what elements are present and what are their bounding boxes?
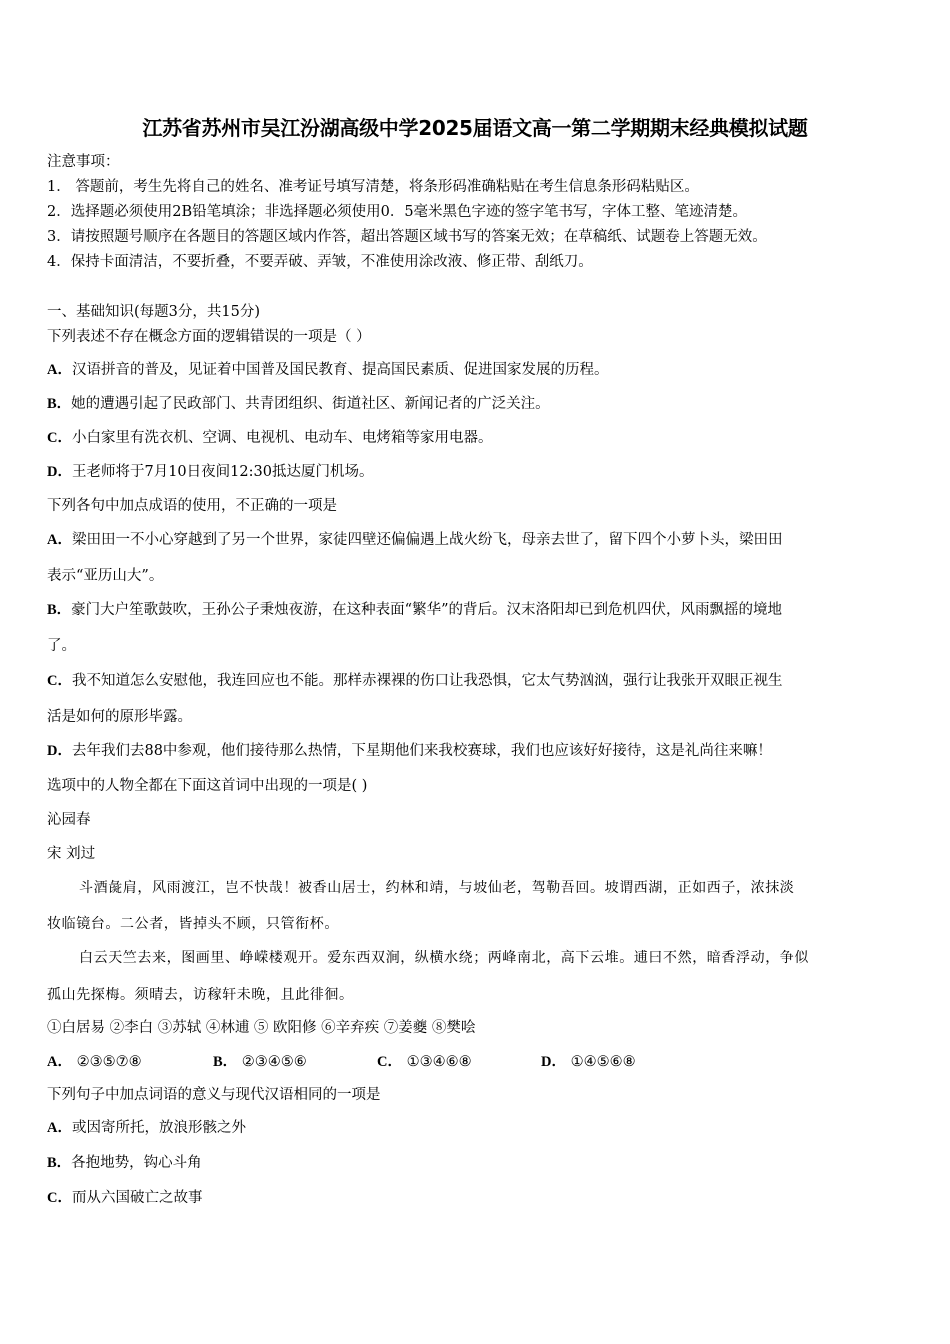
option-text: ①④⑤⑥⑧ [570, 1054, 636, 1070]
option-text: 我不知道怎么安慰他，我连回应也不能。那样赤裸裸的伤口让我恐惧，它太气势汹汹，强行让我张开双眼正视生 [71, 673, 783, 689]
option-a [47, 360, 912, 380]
choice-a [47, 1050, 142, 1071]
option-letter: B． [213, 1054, 238, 1070]
option-letter: A． [47, 1054, 72, 1070]
poem-line: 斗酒彘肩，风雨渡江，岂不快哉！被香山居士，约林和靖，与坡仙老，驾勒吾回。坡谓西湖，正如西子，浓抹淡 [79, 880, 795, 896]
option-text: 小白家里有洗衣机、空调、电视机、电动车、电烤箱等家用电器。 [71, 430, 493, 446]
option-letter: D． [541, 1054, 566, 1070]
option-letter: C． [47, 430, 72, 446]
option-text: ②③⑤⑦⑧ [76, 1054, 142, 1070]
option-c [47, 671, 912, 691]
option-text-continued: 活是如何的原形毕露。 [47, 709, 192, 725]
option-c [47, 428, 912, 448]
option-b [47, 600, 912, 620]
choice-b [213, 1050, 307, 1071]
option-text: 她的遭遇引起了民政部门、共青团组织、街道社区、新闻记者的广泛关注。 [71, 396, 550, 412]
people-list: ①白居易 ②李白 ③苏轼 ④林逋 ⑤ 欧阳修 ⑥辛弃疾 ⑦姜夔 ⑧樊哙 [47, 1020, 476, 1036]
option-letter: D． [47, 464, 72, 480]
option-letter: B． [47, 602, 72, 618]
option-letter: B． [47, 1155, 72, 1171]
answer-choices [47, 1050, 912, 1072]
section-heading: 一、基础知识(每题3分，共15分) [47, 304, 260, 320]
option-letter: C． [47, 1190, 72, 1206]
option-text: ②③④⑤⑥ [241, 1054, 307, 1070]
option-d [47, 741, 912, 761]
option-letter: A． [47, 362, 72, 378]
question-stem: 选项中的人物全都在下面这首词中出现的一项是( ) [47, 778, 368, 794]
poem-line: 孤山先探梅。须晴去，访稼轩未晚，且此徘徊。 [47, 987, 354, 1003]
option-text: 汉语拼音的普及，见证着中国普及国民教育、提高国民素质、促进国家发展的历程。 [71, 362, 609, 378]
option-text: 豪门大户笙歌鼓吹，王孙公子秉烛夜游，在这种表面“繁华”的背后。汉末洛阳却已到危机四伏，风雨飘摇的境地 [71, 602, 782, 618]
choice-d [541, 1050, 636, 1071]
option-text: 梁田田一不小心穿越到了另一个世界，家徒四壁还偏偏遇上战火纷飞，母亲去世了，留下四个小萝卜头，梁田田 [71, 532, 783, 548]
option-a [47, 1118, 912, 1138]
poem-line: 白云天竺去来，图画里、峥嵘楼观开。爱东西双涧，纵横水绕；两峰南北，高下云堆。逋曰不然，暗香浮动，争似 [79, 950, 809, 966]
question-stem: 下列句子中加点词语的意义与现代汉语相同的一项是 [47, 1087, 381, 1103]
option-b [47, 1153, 912, 1173]
question-stem: 下列表述不存在概念方面的逻辑错误的一项是（ ） [47, 329, 371, 345]
option-c [47, 1188, 912, 1208]
choice-c [377, 1050, 472, 1071]
option-text: 王老师将于7月10日夜间12:30抵达厦门机场。 [71, 464, 374, 480]
option-letter: B． [47, 396, 72, 412]
question-stem: 下列各句中加点成语的使用，不正确的一项是 [47, 498, 337, 514]
option-text-continued: 表示“亚历山大”。 [47, 568, 164, 584]
notice-heading: 注意事项： [47, 154, 120, 170]
option-letter: C． [377, 1054, 402, 1070]
poem-author: 宋 刘过 [47, 846, 96, 862]
option-text-continued: 了。 [47, 638, 76, 654]
notice-item: 1． 答题前，考生先将自己的姓名、准考证号填写清楚，将条形码准确粘贴在考生信息条形码粘贴区。 [47, 179, 699, 195]
option-a [47, 530, 912, 550]
poem-line: 妆临镜台。二公者，皆掉头不顾，只管衔杯。 [47, 916, 339, 932]
option-letter: D． [47, 743, 72, 759]
poem-title: 沁园春 [47, 812, 91, 828]
notice-item: 4．保持卡面清洁，不要折叠，不要弄破、弄皱，不准使用涂改液、修正带、刮纸刀。 [47, 254, 593, 270]
option-text: 或因寄所托，放浪形骸之外 [71, 1120, 246, 1136]
option-b [47, 394, 912, 414]
option-letter: A． [47, 1120, 72, 1136]
option-text: 去年我们去88中参观，他们接待那么热情，下星期他们来我校赛球，我们也应该好好接待，这是礼尚往来嘛！ [71, 743, 772, 759]
option-d [47, 462, 912, 482]
option-text: 各抱地势，钩心斗角 [71, 1155, 202, 1171]
option-letter: C． [47, 673, 72, 689]
option-text: ①③④⑥⑧ [406, 1054, 472, 1070]
option-letter: A． [47, 532, 72, 548]
notice-item: 2．选择题必须使用2B铅笔填涂；非选择题必须使用0．5毫米黑色字迹的签字笔书写，字体工整、笔迹清楚。 [47, 204, 748, 220]
option-text: 而从六国破亡之故事 [71, 1190, 203, 1206]
notice-item: 3．请按照题号顺序在各题目的答题区域内作答，超出答题区域书写的答案无效；在草稿纸、试题卷上答题无效。 [47, 229, 767, 245]
page-title: 江苏省苏州市吴江汾湖高级中学2025届语文高一第二学期期末经典模拟试题 [142, 116, 808, 140]
